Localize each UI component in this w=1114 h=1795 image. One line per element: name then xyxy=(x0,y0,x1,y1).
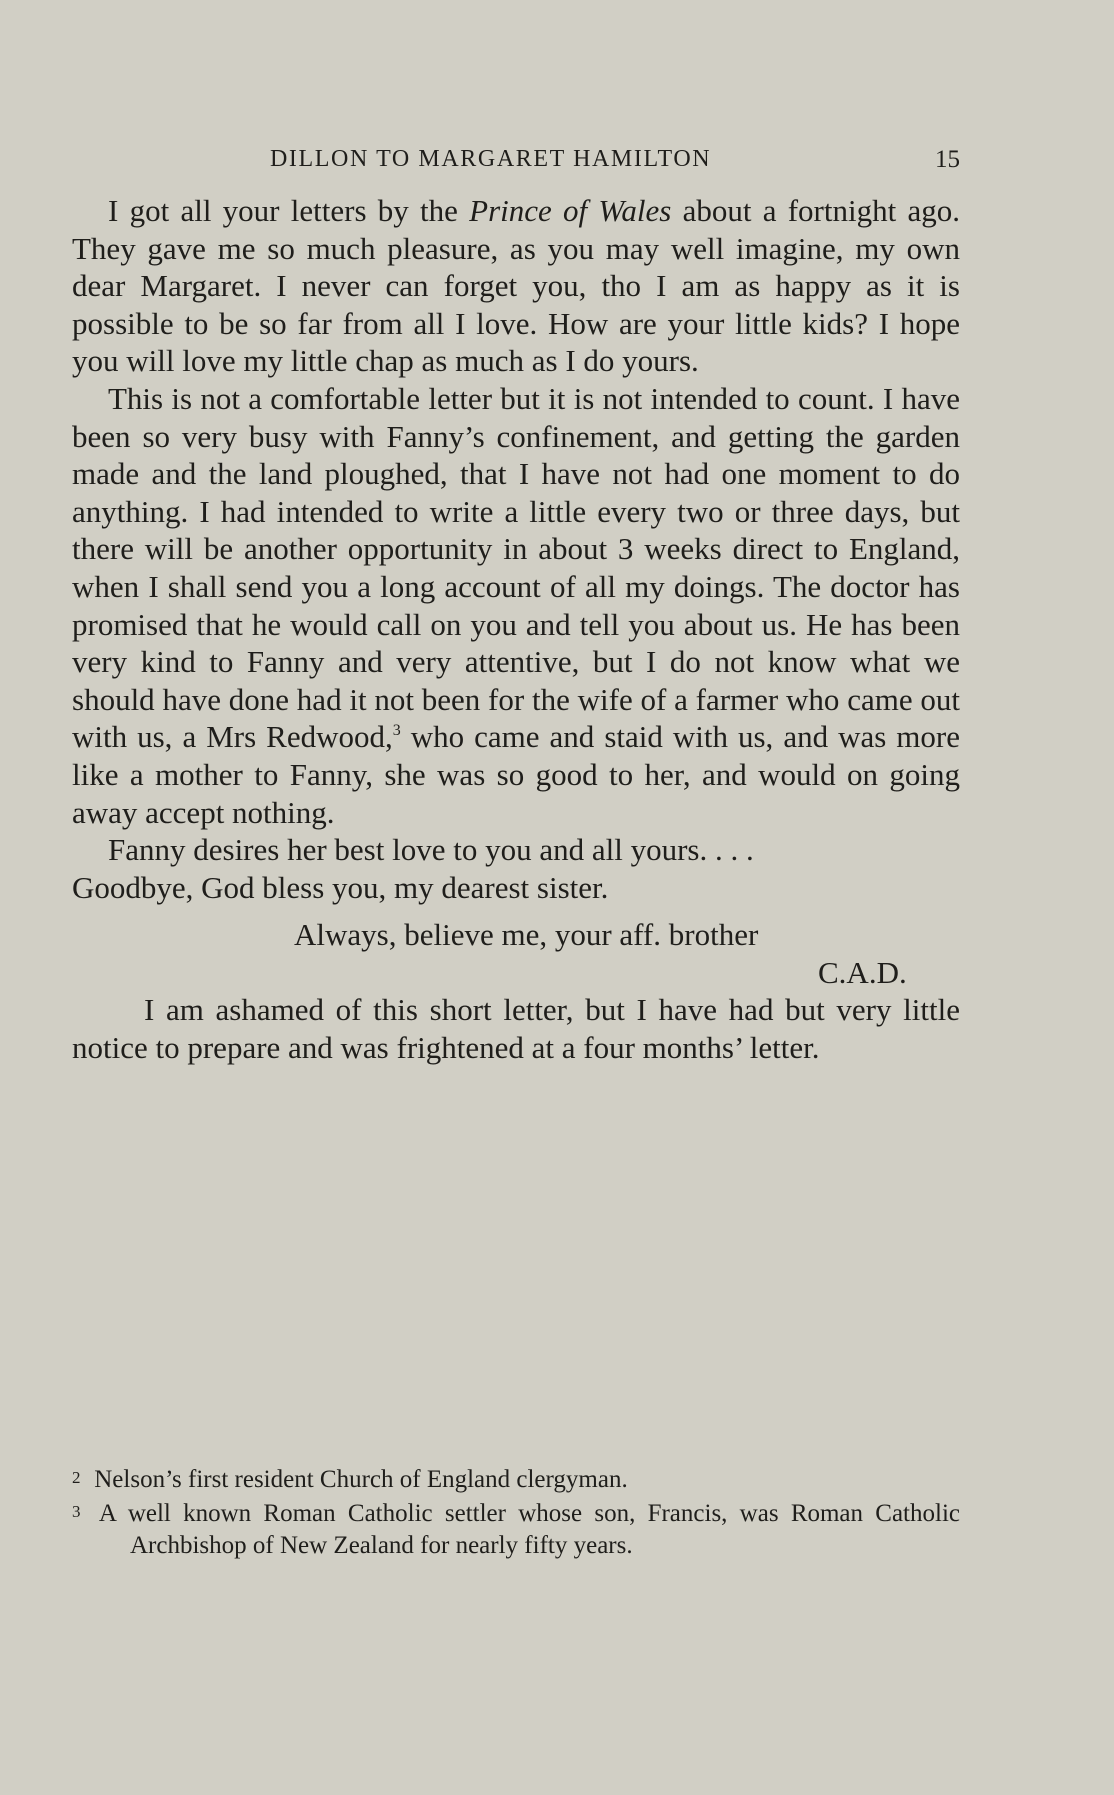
footnote-reference: 3 xyxy=(392,722,401,740)
page-header xyxy=(0,140,1114,180)
footnote-text: Nelson’s first resident Church of England clergyman. xyxy=(94,1466,628,1493)
letter-postscript: I am ashamed of this short letter, but I have had but very little notice to prepare and was frightened at a four months’ letter. xyxy=(72,992,960,1066)
page-number: 15 xyxy=(935,146,960,173)
footnote-3 xyxy=(72,1496,960,1562)
letter-closing: Always, believe me, your aff. brother xyxy=(294,917,759,953)
footnote-text: A well known Roman Catholic settler whose son, Francis, was Roman Catholic Archbishop of New Zealand for nearly fifty years. xyxy=(98,1500,960,1559)
p2-text-start: This is not a comfortable letter but it is not intended to count. I have been so very busy with Fanny’s confinement, and getting the garden made and the land ploughed, that I have not had one moment to do anything. I had intended to write a little every two or three days, but there will be another opportunity in about 3 weeks direct to England, when I shall send you a long account of all my doings. The doctor has promised that he would call on you and tell you about us. He has been very kind to Fanny and very attentive, but I do not know what we should have done had it not been for the wife of a farmer who came out with us, a Mrs Redwood, xyxy=(72,380,960,755)
p1-text-end: about a fortnight ago. They gave me so much pleasure, as you may well imagine, my own dear Margaret. I never can forget you, tho I am as happy as it is possible to be so far from all I love. How are your little kids? I hope you will love my little chap as much as I do yours. xyxy=(72,193,960,379)
letter-paragraph-1 xyxy=(72,192,960,380)
ship-name: Prince of Wales xyxy=(469,193,672,228)
running-head: DILLON TO MARGARET HAMILTON xyxy=(270,146,712,172)
footnote-2 xyxy=(72,1462,960,1496)
letter-signature: C.A.D. xyxy=(818,954,907,990)
p1-text-start: I got all your letters by the xyxy=(108,193,470,228)
footnotes xyxy=(72,1462,960,1562)
letter-farewell: Goodbye, God bless you, my dearest sister. xyxy=(72,869,609,905)
p2-text-end: who came and staid with us, and was more like a mother to Fanny, she was so good to her, and would on going away accept nothing. xyxy=(72,719,960,830)
letter-paragraph-3: Fanny desires her best love to you and all yours. . . . xyxy=(108,832,754,868)
letter-paragraph-2 xyxy=(72,380,960,831)
footnote-marker: 3 xyxy=(72,1502,81,1521)
footnote-marker: 2 xyxy=(72,1468,81,1487)
letter-body xyxy=(72,192,960,1067)
